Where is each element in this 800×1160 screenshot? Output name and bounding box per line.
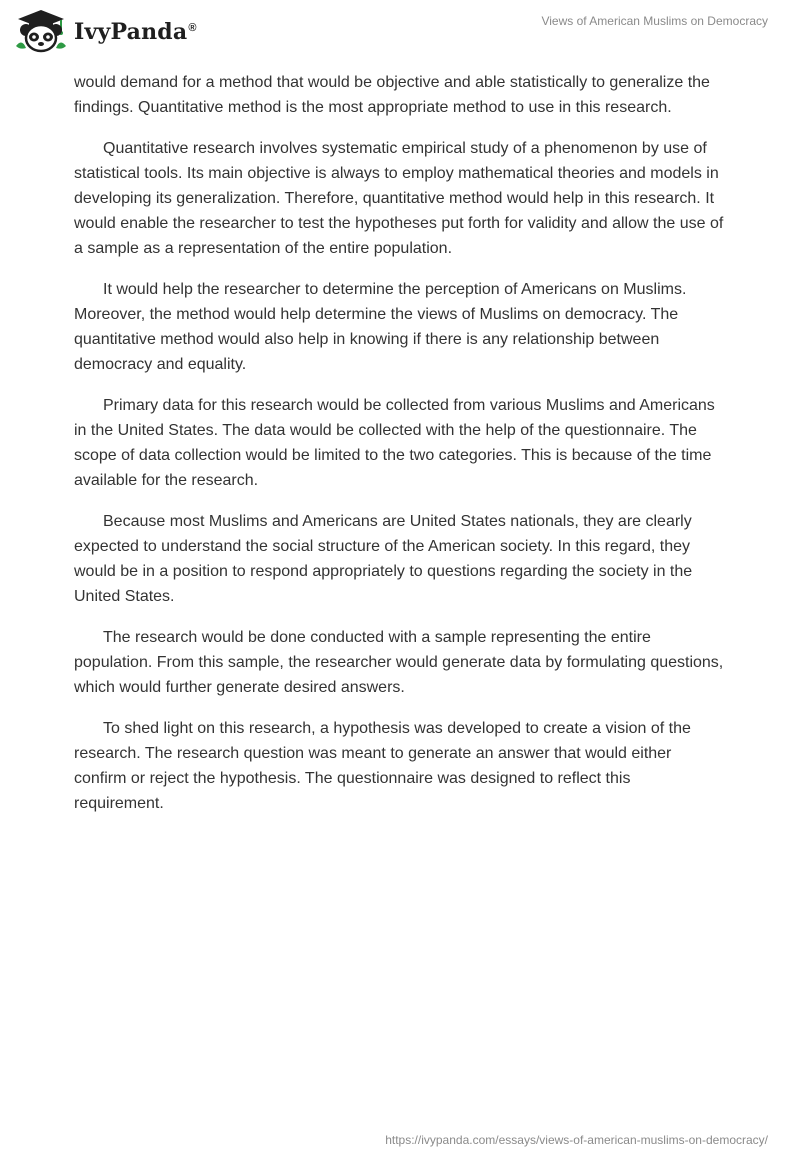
panda-graduate-icon	[14, 8, 68, 54]
essay-body	[74, 70, 724, 832]
paragraph-3: It would help the researcher to determine the perception of Americans on Muslims. Moreover, the method would help determine the views of Muslims on democracy. The quantitative method would also help in knowing if there is any relationship between democracy and equality.	[74, 281, 687, 373]
paragraph-2: Quantitative research involves systematic empirical study of a phenomenon by use of statistical tools. Its main objective is always to employ mathematical theories and models in developing its generalization. Therefore, quantitative method would help in this research. It would enable the researcher to test the hypotheses put forth for validity and allow the use of a sample as a representation of the entire population.	[74, 140, 724, 257]
paragraph-5: Because most Muslims and Americans are United States nationals, they are clearly expected to understand the social structure of the American society. In this regard, they would be in a position to respond appropriately to questions regarding the society in the United States.	[74, 513, 693, 605]
document-title: Views of American Muslims on Democracy	[541, 14, 768, 28]
paragraph-1: would demand for a method that would be objective and able statistically to generalize the findings. Quantitative method is the most appropriate method to use in this research.	[74, 74, 710, 116]
paragraph-4: Primary data for this research would be collected from various Muslims and Americans in the United States. The data would be collected with the help of the questionnaire. The scope of data collection would be limited to the two categories. This is because of the time available for the research.	[74, 397, 715, 489]
page-header	[0, 0, 800, 60]
registered-mark: ®	[188, 21, 197, 34]
paragraph-7: To shed light on this research, a hypothesis was developed to create a vision of the research. The research question was meant to generate an answer that would either confirm or reject the hypothesis. The questionnaire was designed to reflect this requirement.	[74, 720, 691, 812]
paragraph-6: The research would be done conducted with a sample representing the entire population. From this sample, the researcher would generate data by formulating questions, which would further generate desired answers.	[74, 629, 724, 696]
source-url-link[interactable]: https://ivypanda.com/essays/views-of-american-muslims-on-democracy/	[385, 1133, 768, 1147]
brand-logo[interactable]	[14, 8, 197, 54]
brand-name: IvyPanda®	[74, 19, 197, 45]
